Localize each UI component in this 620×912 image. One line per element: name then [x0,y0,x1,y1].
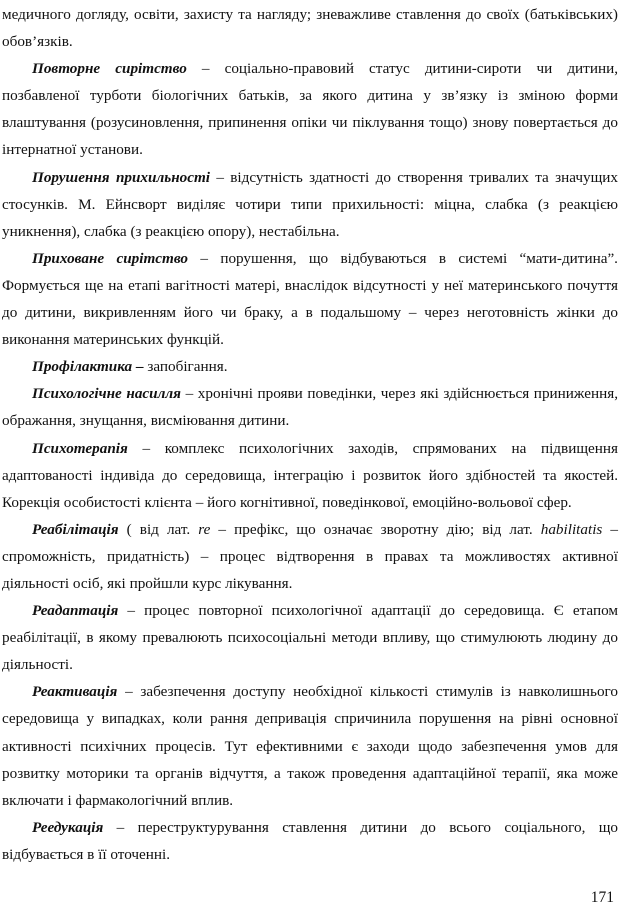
definition-text: – соціально-правовий статус дитини-сироти чи дитини, позбавленої турботи біологічних батьків, за якого дитина у зв’язку із зміною форми влаштування (розусиновлення, припинення опіки чи піклування тощо) знову повертається до інтернатної установи. [2,60,618,159]
paragraph-continuation [2,1,618,55]
glossary-term: Реактивація [32,683,118,701]
definition-text: – хронічні прояви поведінки, через які здійснюється приниження, ображання, знущання, висміювання дитини. [2,385,618,430]
definition-text: – комплекс психологічних заходів, спрямованих на підвищення адаптованості індивіда до середовища, інтеграцію і розвиток його здібностей та якостей. Корекція особистості клієнта – його когнітивної, поведінкової, емоційно-вольової сфер. [2,439,618,511]
definition-text: – спроможність, придатність) – процес відтворення в правах та можливостях активної діяльності осіб, які пройшли курс лікування. [2,520,619,592]
definition-text: – процес повторної психологічної адаптації до середовища. Є етапом реабілітації, в якому превалюють психосоціальні методи впливу, що стимулюють людину до діяльності. [2,602,618,674]
glossary-entry [2,678,618,813]
definition-text: – переструктурування ставлення дитини до всього соціального, що відбувається в її оточенні. [2,818,618,863]
glossary-entry [2,814,618,868]
definition-text: – порушення, що відбуваються в системі “мати-дитина”. Формується ще на етапі вагітності матері, внаслідок відсутності у неї материнського почуття до дитини, викривленням його чи браку, а в подальшому – через неготовність жінки до виконання материнських функцій. [2,249,618,349]
glossary-term: Реедукація [32,818,104,836]
glossary-term: Психотерапія [32,439,128,457]
latin-term: re [198,520,211,538]
glossary-entry [2,353,618,380]
glossary-term: Психологічне насилля [32,385,182,403]
definition-text: медичного догляду, освіти, захисту та нагляду; зневажливе ставлення до своїх (батьківських) обов’язків. [2,6,618,51]
definition-text: запобігання. [143,358,228,376]
definition-text: – відсутність здатності до створення тривалих та значущих стосунків. М. Ейнсворт виділяє чотири типи прихильності: міцна, слабка (з реакцією уникнення), слабка (з реакцією опору), нестабільна. [2,168,618,240]
glossary-text [2,1,618,868]
latin-term: habilitatis [540,520,603,538]
glossary-term: Порушення прихильності [32,168,211,186]
glossary-entry [2,380,618,434]
glossary-term: Реабілітація [32,520,119,538]
glossary-entry [2,164,618,245]
definition-text: – префікс, що означає зворотну дію; від лат. [210,520,541,538]
glossary-term: Реадаптація [32,602,119,620]
glossary-term: Профілактика – [32,358,144,376]
glossary-entry [2,55,618,163]
glossary-term: Повторне сирітство [32,60,187,78]
page-number: 171 [590,889,614,906]
glossary-entry [2,245,618,353]
definition-text: ( від лат. [118,520,199,538]
glossary-term: Приховане сирітство [32,249,189,267]
glossary-entry [2,435,618,516]
glossary-entry [2,516,618,597]
definition-text: – забезпечення доступу необхідної кількості стимулів із навколишнього середовища у випадках, коли рання депривація спричинила порушення на рівні основної активності психічних процесів. Тут ефективними є заходи щодо забезпечення умов для розвитку моторики та органів відчуття, а також проведення адаптаційної терапії, яка може включати і фармакологічний вплив. [2,683,618,809]
glossary-entry [2,597,618,678]
